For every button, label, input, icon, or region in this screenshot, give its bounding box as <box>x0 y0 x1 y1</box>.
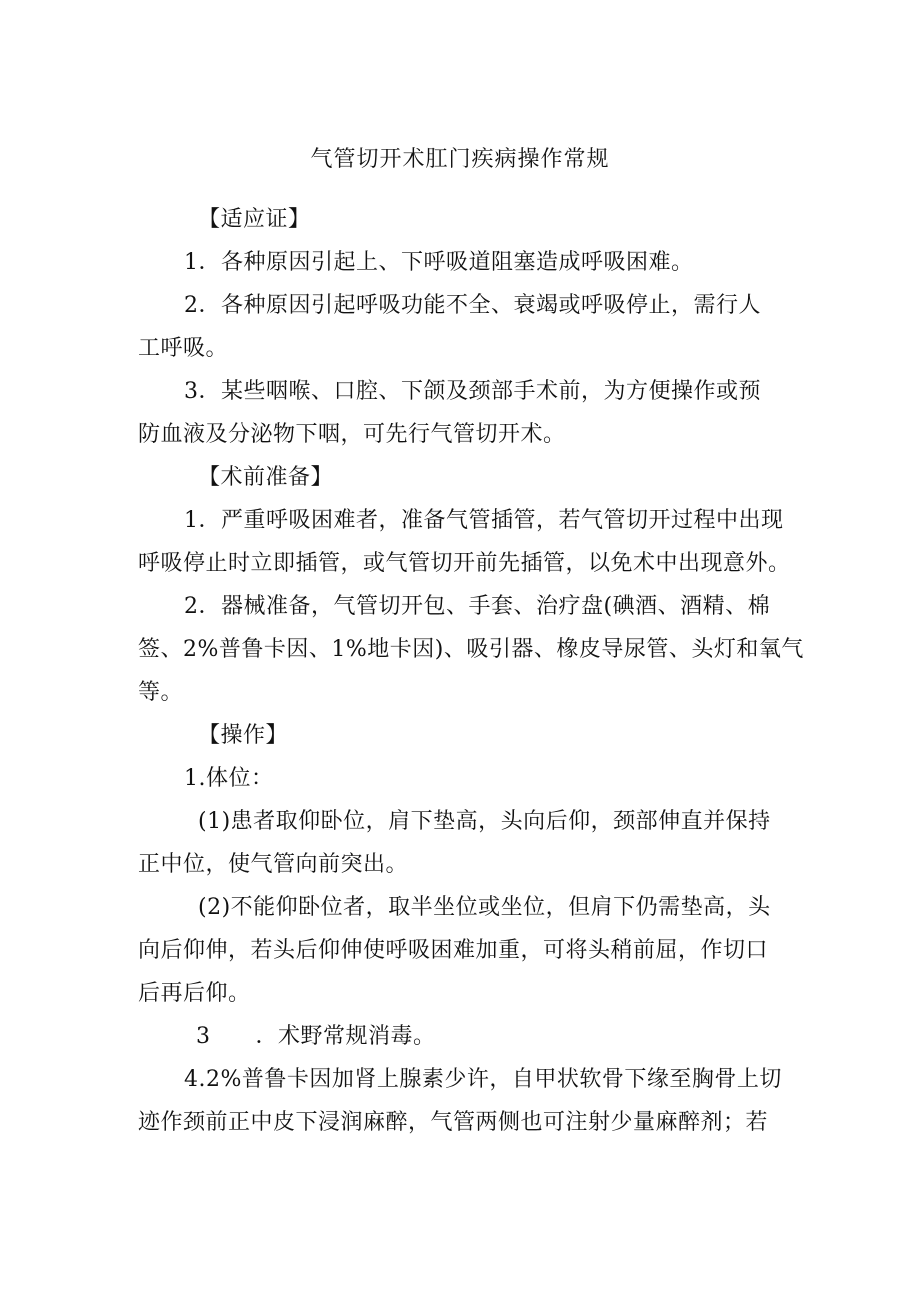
paragraph-line: 4.2%普鲁卡因加肾上腺素少许，自甲状软骨下缘至胸骨上切 <box>184 1067 782 1092</box>
paragraph-line: 1.体位： <box>184 766 274 791</box>
paragraph-line: 1．各种原因引起上、下呼吸道阻塞造成呼吸困难。 <box>184 250 694 275</box>
paragraph-line: 1．严重呼吸困难者，准备气管插管，若气管切开过程中出现 <box>184 508 784 533</box>
section-heading-indications: 【适应证】 <box>198 207 311 232</box>
paragraph-line: 3 ．术野常规消毒。 <box>196 1024 436 1049</box>
paragraph-line: 等。 <box>138 680 184 705</box>
paragraph-line: (1)患者取仰卧位，肩下垫高，头向后仰，颈部伸直并保持 <box>198 809 771 834</box>
paragraph-line: 3．某些咽喉、口腔、下颌及颈部手术前，为方便操作或预 <box>184 379 761 404</box>
paragraph-line: 呼吸停止时立即插管，或气管切开前先插管，以免术中出现意外。 <box>138 551 791 576</box>
section-heading-preparation: 【术前准备】 <box>198 465 334 490</box>
paragraph-line: 防血液及分泌物下咽，可先行气管切开术。 <box>138 422 566 447</box>
paragraph-line: 2．各种原因引起呼吸功能不全、衰竭或呼吸停止，需行人 <box>184 293 761 318</box>
paragraph-line: 迹作颈前正中皮下浸润麻醉，气管两侧也可注射少量麻醉剂；若 <box>138 1110 769 1135</box>
section-heading-operation: 【操作】 <box>198 723 289 748</box>
paragraph-line: (2)不能仰卧位者，取半坐位或坐位，但肩下仍需垫高，头 <box>198 895 771 920</box>
paragraph-line: 签、2%普鲁卡因、1%地卡因)、吸引器、橡皮导尿管、头灯和氧气 <box>138 637 804 662</box>
paragraph-line: 2．器械准备，气管切开包、手套、治疗盘(碘酒、酒精、棉 <box>184 594 771 619</box>
paragraph-line: 后再后仰。 <box>138 981 251 1006</box>
paragraph-line: 向后仰伸，若头后仰伸使呼吸困难加重，可将头稍前屈，作切口 <box>138 938 769 963</box>
paragraph-line: 工呼吸。 <box>138 336 229 361</box>
paragraph-line: 正中位，使气管向前突出。 <box>138 852 409 877</box>
document-title: 气管切开术肛门疾病操作常规 <box>310 147 610 172</box>
